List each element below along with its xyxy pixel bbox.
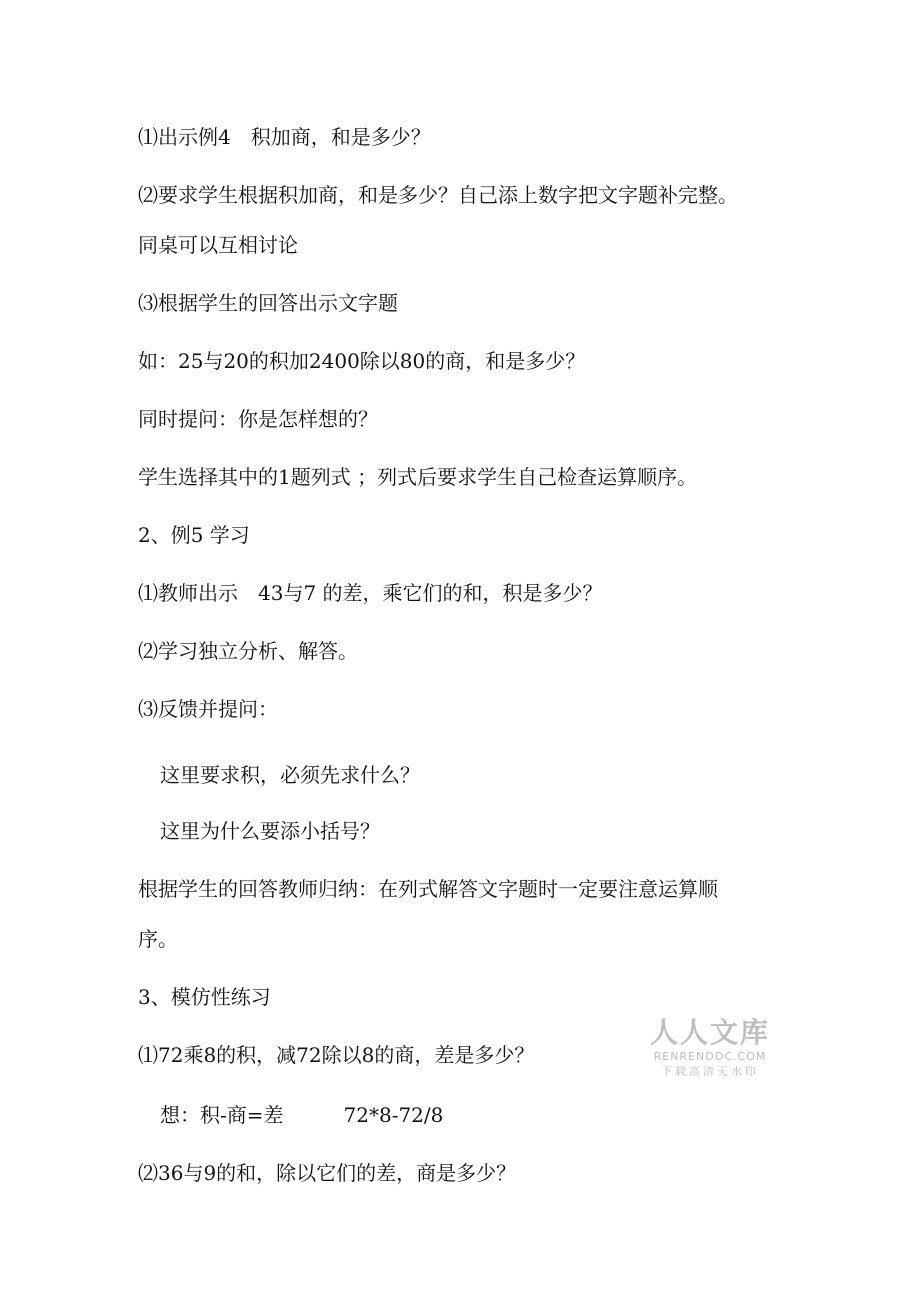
text-line: ⑵36与9的和，除以它们的差，商是多少？: [138, 1161, 517, 1185]
text-line: ⑶反馈并提问：: [138, 697, 278, 721]
text-line: ⑴教师出示 43与7 的差，乘它们的和，积是多少？: [138, 581, 603, 605]
text-line: 这里要求积，必须先求什么？: [160, 763, 420, 787]
text-line: 根据学生的回答教师归纳：在列式解答文字题时一定要注意运算顺: [138, 877, 718, 901]
text-line: ⑶根据学生的回答出示文字题: [138, 291, 398, 315]
section-heading: 3、模仿性练习: [138, 985, 271, 1009]
watermark-logo: [648, 1016, 772, 1080]
text-line: ⑵学习独立分析、解答。: [138, 639, 358, 663]
text-line: 同桌可以互相讨论: [138, 233, 298, 257]
text-line: 学生选择其中的1题列式 ；列式后要求学生自己检查运算顺序。: [138, 465, 698, 489]
text-line: 想：积-商=差 72*8-72/8: [160, 1103, 444, 1127]
section-heading: 2、例5 学习: [138, 523, 250, 547]
watermark-url: RENRENDOC.COM: [653, 1050, 767, 1063]
text-line: 序。: [138, 927, 178, 951]
watermark-subtitle: 下载高清无水印: [661, 1065, 759, 1078]
text-line: ⑵要求学生根据积加商，和是多少？自己添上数字把文字题补完整。: [138, 183, 738, 207]
text-line: ⑴出示例4 积加商，和是多少？: [138, 125, 431, 149]
text-line: 同时提问：你是怎样想的？: [138, 407, 378, 431]
watermark-title: 人人文库: [649, 1016, 770, 1049]
text-line: 这里为什么要添小括号？: [160, 819, 380, 843]
text-line: ⑴72乘8的积，减72除以8的商，差是多少？: [138, 1043, 535, 1067]
text-line: 如：25与20的积加2400除以80的商，和是多少？: [138, 349, 586, 373]
